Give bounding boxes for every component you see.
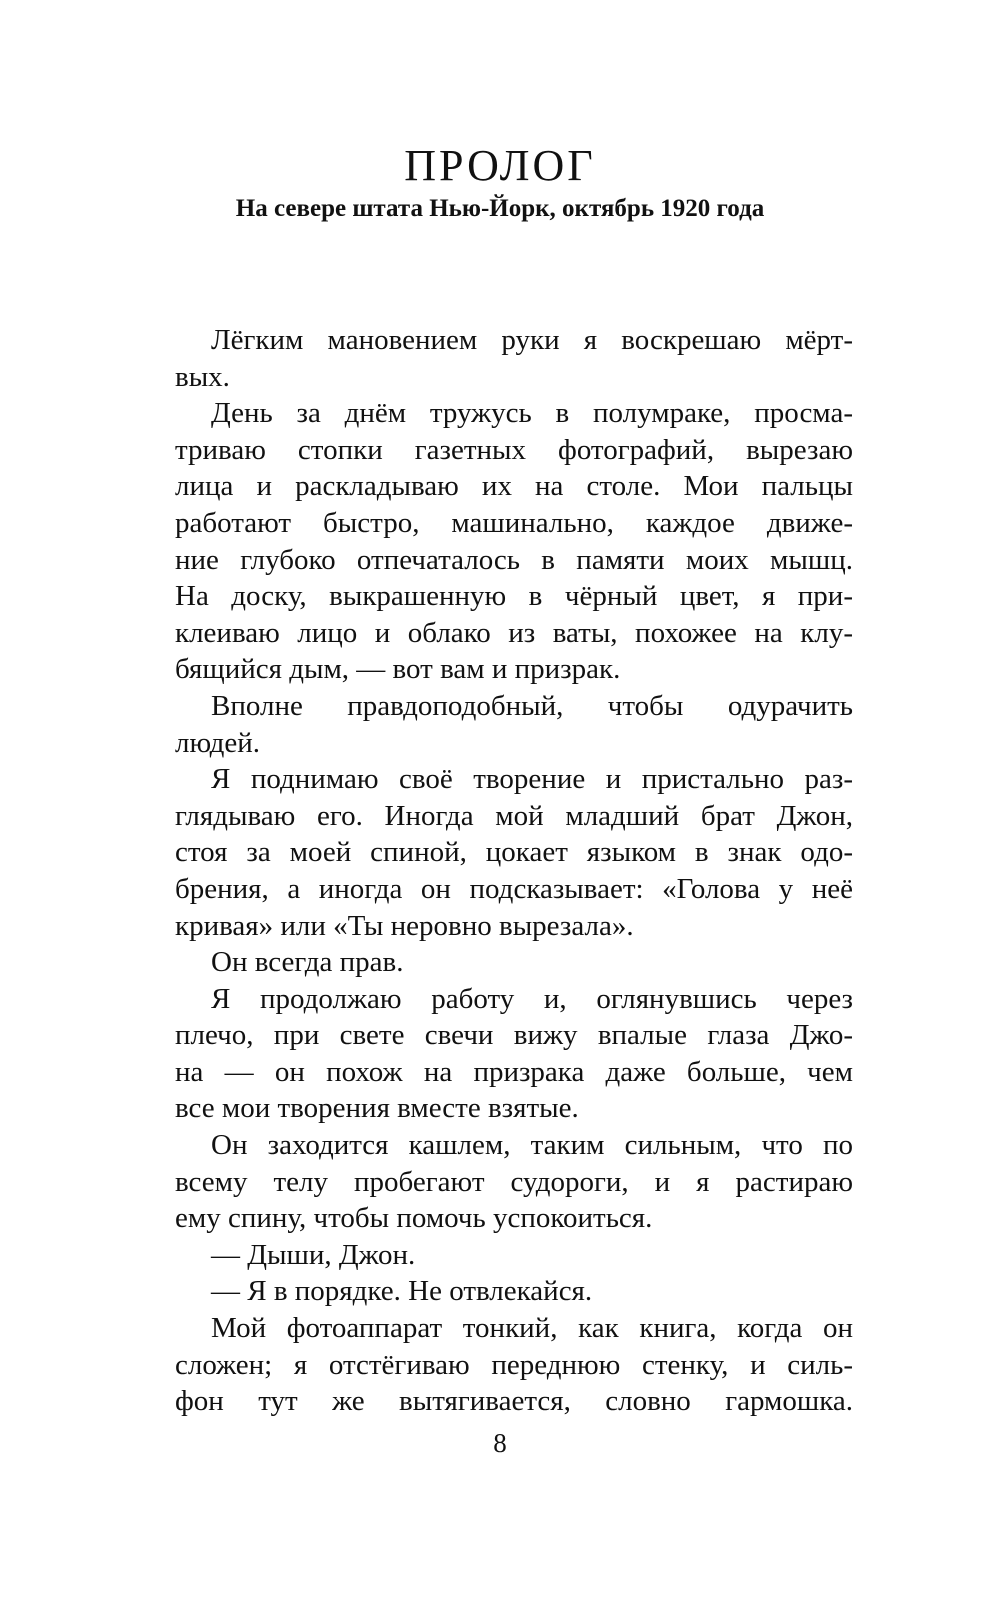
text-line: стоя за моей спиной, цокает языком в знак одо- xyxy=(175,836,853,869)
text-line: работают быстро, машинально, каждое движе- xyxy=(175,506,853,539)
text-line: Он всегда прав. xyxy=(211,946,404,979)
text-line: людей. xyxy=(175,726,261,759)
text-line: — Дыши, Джон. xyxy=(211,1238,416,1271)
text-line: всему телу пробегают судороги, и я растираю xyxy=(175,1165,853,1198)
text-line: триваю стопки газетных фотографий, вырезаю xyxy=(175,433,853,466)
text-line: клеиваю лицо и облако из ваты, похожее на клу- xyxy=(175,616,853,649)
text-line: Мой фотоаппарат тонкий, как книга, когда он xyxy=(211,1312,853,1345)
text-line: кривая» или «Ты неровно вырезала». xyxy=(175,909,634,942)
text-line: ему спину, чтобы помочь успокоиться. xyxy=(175,1202,653,1235)
text-line: лица и раскладываю их на столе. Мои пальцы xyxy=(175,470,853,503)
text-line: Лёгким мановением руки я воскрешаю мёрт- xyxy=(211,324,853,356)
text-line: плечо, при свете свечи вижу впалые глаза Джо- xyxy=(175,1019,853,1052)
text-line: глядываю его. Иногда мой младший брат Джон, xyxy=(175,799,853,832)
text-line: брения, а иногда он подсказывает: «Голова у неё xyxy=(175,872,853,905)
body-text xyxy=(175,322,853,1420)
text-line: фон тут же вытягивается, словно гармошка. xyxy=(175,1385,853,1418)
text-line: вых. xyxy=(175,360,230,393)
text-line: Вполне правдоподобный, чтобы одурачить xyxy=(211,689,853,722)
text-line: все мои творения вместе взятые. xyxy=(175,1092,579,1125)
text-line: Я поднимаю своё творение и пристально раз- xyxy=(211,763,853,796)
text-line: Я продолжаю работу и, оглянувшись через xyxy=(211,982,853,1015)
text-line: сложен; я отстёгиваю переднюю стенку, и силь- xyxy=(175,1348,853,1381)
chapter-title: ПРОЛОГ xyxy=(404,141,596,190)
page-number: 8 xyxy=(493,1428,507,1458)
text-line: Он заходится кашлем, таким сильным, что по xyxy=(211,1129,853,1162)
text-line: ние глубоко отпечаталось в памяти моих мышц. xyxy=(175,543,853,576)
chapter-subtitle: На севере штата Нью-Йорк, октябрь 1920 года xyxy=(235,195,765,222)
text-line: на — он похож на призрака даже больше, чем xyxy=(175,1055,853,1088)
text-line: День за днём тружусь в полумраке, просма- xyxy=(211,397,853,430)
text-line: бящийся дым, — вот вам и призрак. xyxy=(175,653,621,686)
text-line: На доску, выкрашенную в чёрный цвет, я при- xyxy=(175,580,853,613)
text-line: — Я в порядке. Не отвлекайся. xyxy=(211,1275,593,1308)
